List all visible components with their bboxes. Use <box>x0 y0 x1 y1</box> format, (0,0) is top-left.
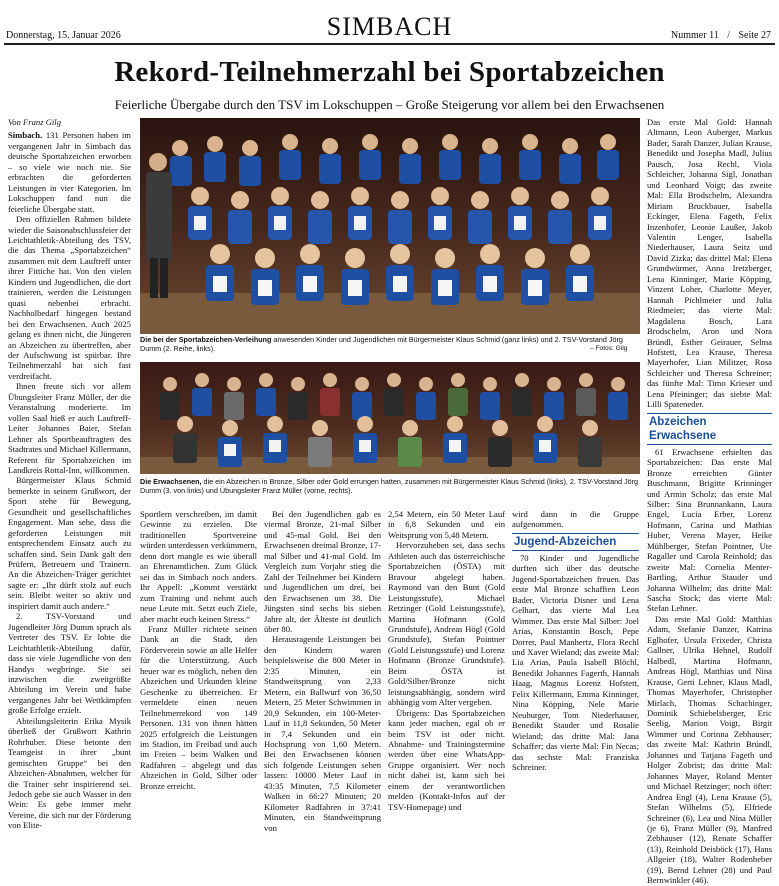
paragraph: Herausragende Leistungen bei den Kindern waren beispielsweise die 800 Meter in 2:35 Minuten, ein Standweitsprung von 2,33 Metern, ein Ballwurf von 36,50 Metern, 25 Meter Schwimmen in 20,9 Sekunden, ein 100-Meter-Lauf in 11,8 Sekunden, 50 Meter in 7,4 Sekunden und ein Hochsprung von 1,60 Metern. Bei den Erwachsenen können sich folgende Leistungen sehen lassen: 10000 Meter Lauf in 43:35 Minuten, 7,5 Kilometer Walken in 66:27 Minuten; 20 Kilometer Radfahren in 37:41 Minuten, ein Standweitsprung von <box>264 634 381 833</box>
paragraph: 70 Kinder und Jugendliche durften sich über das deutsche Jugend-Sportabzeichen freuen. Das erste Mal Bronze schafften Leon Bader, Victoria Disner und Lena Gelhart, das vierte Mal Lea Wimmer. Das erste Mal Silber: Joel Arias, Konstantin Bosch, Pepe Dorrer, Paul Manhertz, Flora Rechl und Xaver Wieland; das zweite Mal: Lia Arias, Paula Isabell Blöchl, Benedikt Johannes Fagerth, Hannah Haag, Magnus Lorenz Hofstett, Felix Killermann, Emma Kinninger, Nina Köpping, Nele Marie Neuburger, Tom Niederhauser, Benedikt Stauder und Rosalie Wieland; das dritte Mal: Jana Schaffer; das vierte Mal: Fin Necas; das sechste Mal: Franziska Schreiner. <box>512 552 639 772</box>
article-column-4 <box>388 509 505 812</box>
paragraph-text: 131 Personen haben im vergangenen Jahr in Simbach das deutsche Sportabzeichen erworben – so viele wie noch nie. Sie erbrachten die geforderten Leistungen in vier Kategorien. Im Lokschuppen fand nun die feierliche Übergabe statt. <box>8 130 131 214</box>
article-column-1 <box>8 117 131 831</box>
paragraph: Bürgermeister Klaus Schmid bemerkte in seinem Grußwort, der Sport stehe für Bewegung, Gesundheit und gesellschaftliches Engagement. Man sehe, dass die geforderten Leistungen mit entsprechendem Einsatz auch zu schaffen sind. Sein Dank galt den Prüfern, Betreuern und Trainern. An die Abzeichen-Träger gerichtet sagte er: „Ihr dürft stolz auf euch sein. Bleibt weiter so aktiv und inspiriert damit auch andere.“ <box>8 475 131 611</box>
paragraph: Sportlern verschreiben, im damit Gewinne zu erzielen. Die traditionellen Sportvereine würden unterdessen verkümmern, denn dort mangle es wie überall an Ehrenamtlichen. Zum Glück sei das in Simbach noch anders. Ihr Appell: „Kommt verstärkt zum Training und nehmt auch neue Leute mit. Setzt euch Ziele, aber macht euch keinen Stress.“ <box>140 509 257 624</box>
photo-adults <box>140 362 640 474</box>
paragraph: Franz Müller richtete seinen Dank an die Stadt, den Förderverein sowie an alle Helfer für die Unterstützung. Auch heuer war es möglich, neben den Abzeichen und Urkunden kleine Geschenke zu überreichen. Er vermeldete einen neuen Teilnehmerrekord von 149 Personen. 131 von ihnen hätten 2025 erfolgreich die Leistungen im Stadion, im Freibad und auch im Freien – beim Walken und Radfahren – abgelegt und das Abzeichen in Gold, Silber oder Bronze erreicht. <box>140 623 257 791</box>
paragraph <box>8 130 131 214</box>
photo-children-image <box>140 118 640 334</box>
masthead-rule <box>4 43 775 45</box>
issue-separator: / <box>727 30 730 41</box>
article-column-5 <box>512 509 639 772</box>
byline: Von Franz Gilg <box>8 117 61 127</box>
paragraph: wird dann in die Gruppe aufgenommen. <box>512 509 639 530</box>
page-number: Seite 27 <box>738 30 771 41</box>
photo-children <box>140 118 640 334</box>
article-column-3 <box>264 509 381 833</box>
caption-text: anwesenden Kinder und Jugendlichen mit Bürgermeister Klaus Schmid (ganz links) und 2. TSV-Vorstand Jörg Dumm (2. Reihe, links). <box>140 335 623 353</box>
paragraph: 61 Erwachsene erhielten das Sportabzeichen: Das erste Mal Bronze erreichten Günter Buschmann, Brigitte Krinninger und Armin Scholz; das erste Mal Silber: Sina Brunnankann, Laura Engel, Lucia Erber, Lorenz Hofmann, Carina und Mathias Huber, Verena Mayer, Heike Mühlberger, Stefan Pointner, Ute Ragaller und Carola Reinhold; das zweite Mal: Cornelia Menter-Bartling, Arthur Stauder und Johanna Wilhelm; das dritte Mal: Sascha Stock; das vierte Mal: Stefan Lehner. <box>647 446 772 614</box>
masthead-title: SIMBACH <box>326 12 453 41</box>
article-column-6 <box>647 117 772 886</box>
paragraph: Den offiziellen Rahmen bildete wieder die Saisonabschlussfeier der Leichtathletik-Abteilung des TSV, die das Thema „Sportabzeichen“ zusammen mit dem Lauftreff unter ihrer Fittiche hat. Von den vielen Kindern und Jugendlichen, die dort trainieren, werden die Leistungen quasi nebenbei erbracht. Nachholbedarf hingegen bestand bei den Erwachsenen. Auch 2025 gelang es ihnen nicht, die Jüngeren an Abzeichen zu übertreffen, aber der Aufschwung ist spürbar. Ihre Teilnehmerzahl hat sich fast verdreifacht. <box>8 214 131 381</box>
paragraph: 2. TSV-Vorstand und Jugendleiter Jörg Dumm sprach als Vertreter des TSV. Er lobte die Leichtathletik-Abteilung dafür, dass sie viele Jugendliche von den Handys wegbringe. Sie sei inzwischen die zweitgrößte Abteilung im Verein und habe vergangenes Jahr bei Wettkämpfen große Erfolge erzielt. <box>8 611 131 716</box>
paragraph: Abteilungsleiterin Erika Mysik überließ der Grußwort Kathrin Rohrhuber. Diese betonte den Teamgeist in ihrer „bunt gemischten Gruppe“ bei den Abzeichen-Abnahmen, welcher für die Trainer sehr inspirierend sei. Jedoch gebe sie auch Wasser in den Wein: Es gebe immer mehr Vereine, die sich nur der Förderung von Elite- <box>8 715 131 831</box>
section-head-erwachsene: Abzeichen Erwachsene <box>647 413 772 445</box>
caption-lead: Die Erwachsenen, <box>140 477 202 486</box>
paragraph: Das erste Mal Gold: Matthias Adam, Stefanie Danzer, Katrina Eglhofer, Ursula Frixeder, Christa Gallner, Ulrika Hehnel, Rudolf Halbedl, Martina Hofmann, Andreas Högl, Matthias und Nina Krause, Gerti Lehner, Klaus Madl, Thomas Mayerhofer, Christopher Mirlach, Thomas Schachinger, Dominik Schiebelsberger, Eric Seelig, Marion Voigt, Birgit Wimmer und Corinna Zebhauser; das zweite Mal: Kathrin Bründl, Johannes und Tatjana Fageth und Holger Zobrist; das dritte Mal: Johannes Mayer, Roland Menter und Michael Retzinger; noch öfter: Andrea Engl (4), Lena Krause (5), Stefan Wilhelms (5), Elfriede Schreiner (6), Lea und Nina Müller (je 6), Franz Müller (9), Manfred Zebhauser (12), Renate Schaffer (13), Reinhold Deisböck (17), Hans Allgeier (18), Walter Rodenheber (19), Bernd Lehner (28) und Paul Bernwinkler (46). <box>647 613 772 886</box>
paragraph: Ihnen freute sich vor allem Übungsleiter Franz Müller, der die Veranstaltung moderierte. Im vollen Saal hieß er auch Lauftreff-Leiter Johannes Baier, Stefan Lehner als Sportbeauftragten des Stadtrates und Michael Killermann, Referent für Sportabzeichen im Landkreis Rottal-Inn, willkommen. <box>8 381 131 475</box>
photo-credit: – Fotos: Gilg <box>590 345 628 352</box>
dateline: Simbach. <box>8 130 43 141</box>
section-head-jugend: Jugend-Abzeichen <box>512 533 639 551</box>
paragraph: Bei den Jugendlichen gab es viermal Bronze, 21-mal Silber und 45-mal Gold. Bei den Erwachsenen dreimal Bronze, 17-mal Silber und 41-mal Gold. Im Vergleich zum Vorjahr stieg die Zahl der Teilnehmer bei Kindern und Jugendlichen um drei, bei den Erwachsenen um 38. Die Jüngsten sind sechs bis sieben Jahre alt, der Älteste ist deutlich über 80. <box>264 509 381 634</box>
photo-children-caption <box>140 336 640 353</box>
photo-adults-image <box>140 362 640 474</box>
article-headline: Rekord-Teilnehmerzahl bei Sportabzeichen <box>114 56 665 88</box>
issue-number: Nummer 11 <box>671 30 719 41</box>
masthead-date: Donnerstag, 15. Januar 2026 <box>6 30 121 41</box>
paragraph: 2,54 Metern, ein 50 Meter Lauf in 6,8 Sekunden und ein Weitsprung von 5,48 Metern. <box>388 509 505 540</box>
paragraph: Übrigens: Das Sportabzeichen kann jeder machen, egal ob er beim TSV ist oder nicht. Abnahme- und Trainingstermine werden über eine WhatsApp-Gruppe organisiert. Wer noch nicht dabei ist, kann sich bei einem der verantwortlichen melden (Kontakt-Infos auf der TSV-Homepage) und <box>388 707 505 812</box>
masthead-issue-page <box>671 30 771 41</box>
photo-adults-caption <box>140 478 640 495</box>
caption-text: die ein Abzeichen in Bronze, Silber oder Gold errungen hatten, zusammen mit Bürgermeister Klaus Schmid (links), 2. TSV-Vorstand Jörg Dumm (3. von links) und Übungsleiter Franz Müller (vorne, rechts). <box>140 477 639 495</box>
article-subheadline: Feierliche Übergabe durch den TSV im Lokschuppen – Große Steigerung vor allem bei den Erwachsenen <box>114 97 665 112</box>
paragraph: Das erste Mal Gold: Hannah Altmann, Leon Auberger, Markus Bader, Sarah Danzer, Julian Krause, Benedikt und Josepha Madl, Julius Pausch, Josa Rechl, Viola Schleicher, Johanna Sigl, Jonathan und Leonhard Voigt; das zweite Mal: Ella Brodschelm, Alexandra Miriam Bruckbauer, Isabella Eckinger, Elena Fageth, Felix Inzenhofer, Leonie Laußer, Jakob Valentin Lenger, Isabella Niederhauser, Laura Seitz und David Zizka; das drittel Mal: Elena Grundwürmer, Anna Iretzberger, Lena Kinninger, Marie Köpping, Vinzent Loher, Charlotte Meyer, Hannah Pichlmeier und Julia Riedmeier; das vierte Mal: Magdalena Bosch, Lara Brodschelm, Aron und Nora Bründl, Esther Geirauer, Selma Hofstett, Lea Krause, Theresa Mayerhofer, Lian Militzer, Rosa Schleicher und Theresa Schreiner; das fünfte Mal: Timo Krieser und Lena Pfeininger; das siebte Mal: Lilli Spateneder. <box>647 117 772 410</box>
article-column-2 <box>140 509 257 791</box>
caption-lead: Die bei der Sportabzeichen-Verleihung <box>140 335 272 344</box>
masthead <box>0 0 779 44</box>
paragraph: Hervorzuheben sei, dass sechs Athleten auch das österreichische Sportabzeichen (ÖSTA) mit Bravour abgelegt haben. Raymond van den Bunt (Gold Leistungsstufe), Michael Retzinger (Gold Leistungsstufe), Martina Hofmann (Gold Grundstufe), Andreas Högl (Gold Grundstufe), Stefan Pointner (Gold Leistungsstufe) und Lorenz Hofmann (Bronze Grundstufe). Beim ÖSTA ist Gold/Silber/Bronze nicht leistungsabhängig, sondern wird abhängig vom Alter vergeben. <box>388 540 505 708</box>
